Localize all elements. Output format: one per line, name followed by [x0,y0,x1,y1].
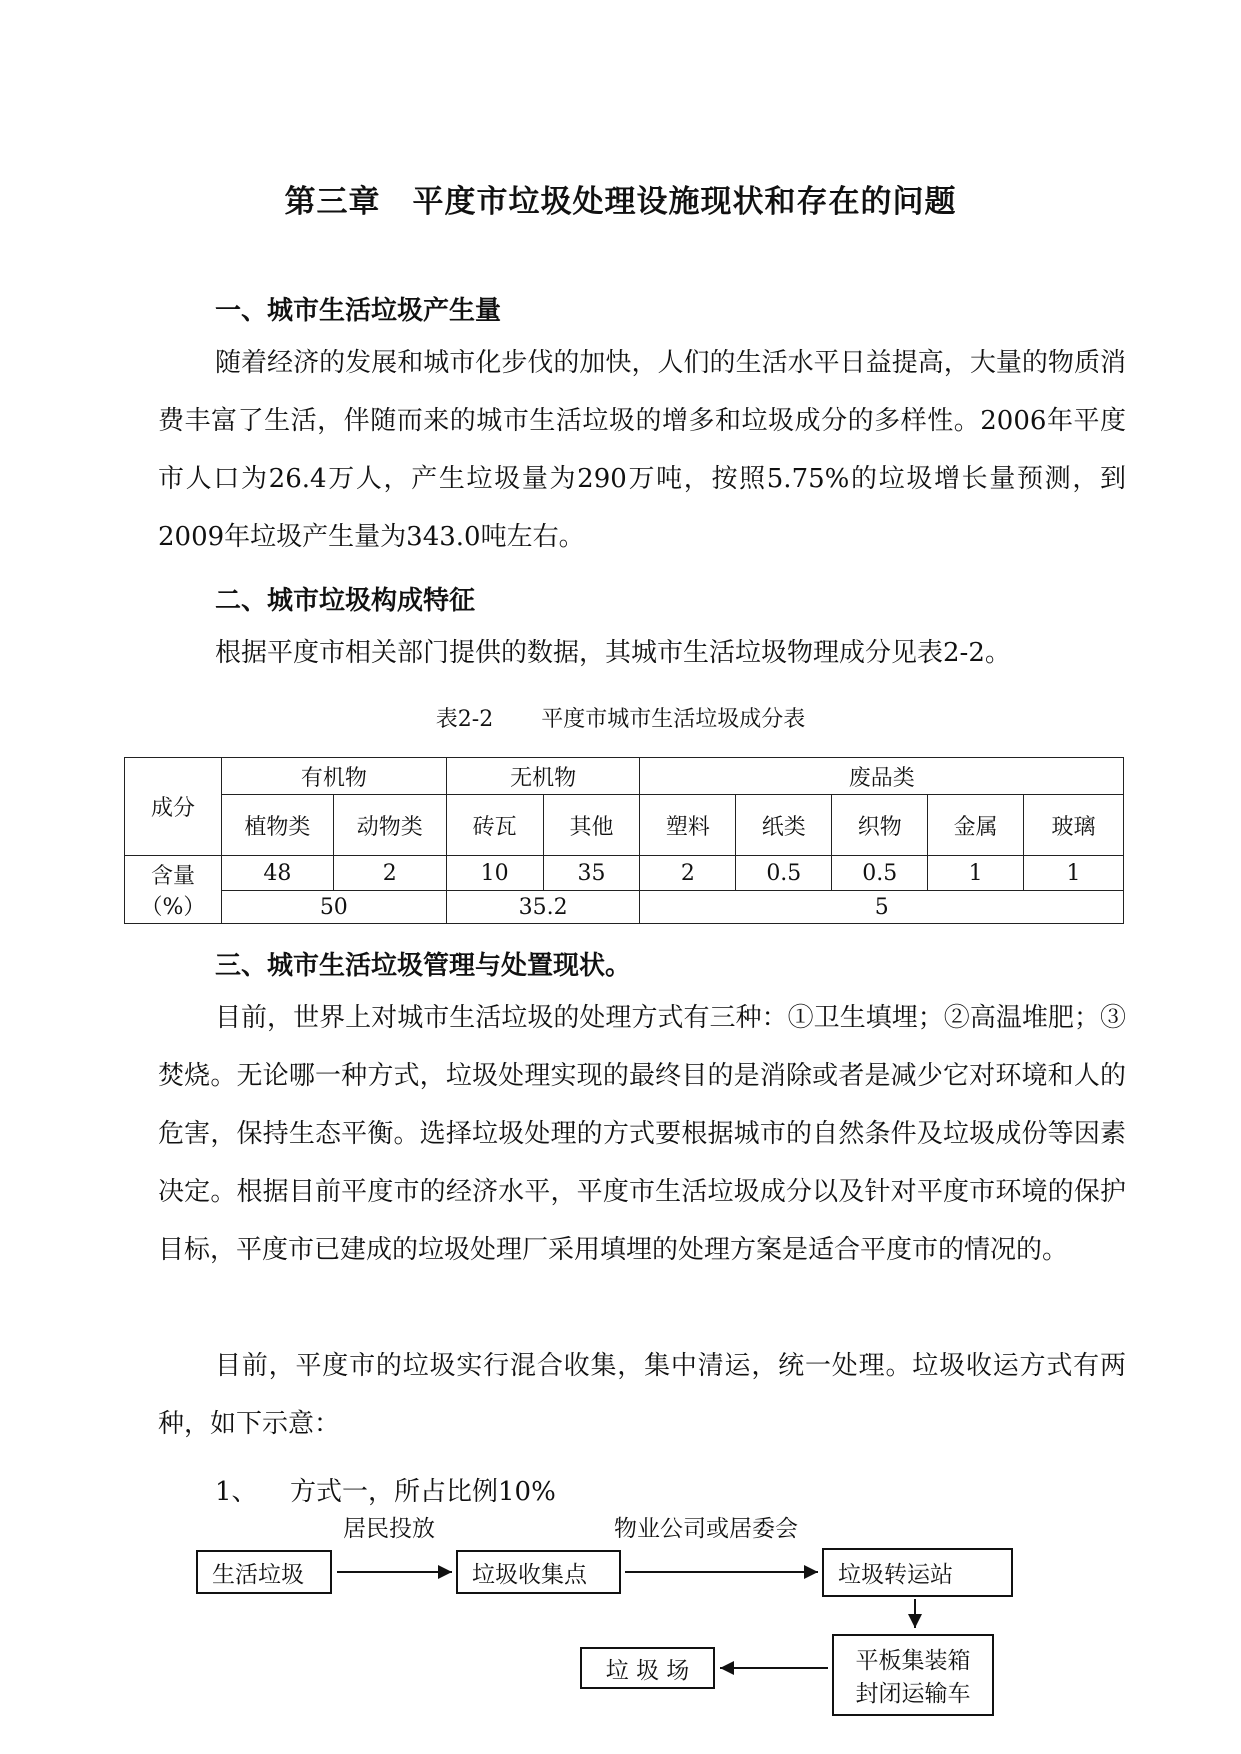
container-truck-line-2: 封闭运输车 [855,1681,971,1707]
section-heading-2: 二、城市垃圾构成特征 [215,586,476,616]
table-cell-value: 35 [543,856,640,891]
table-caption-number: 表2-2 [435,707,494,732]
flow-label-residents: 居民投放 [343,1516,435,1542]
chapter-title: 第三章 平度市垃圾处理设施现状和存在的问题 [284,184,957,220]
section-heading-1: 一、城市生活垃圾产生量 [215,296,502,326]
section-1-paragraph: 随着经济的发展和城市化步伐的加快，人们的生活水平日益提高，大量的物质消费丰富了生活，伴随而来的城市生活垃圾的增多和垃圾成分的多样性。2006年平度市人口为26.4万人，产生垃圾量为290万吨，按照5.75%的垃圾增长量预测，到2009年垃圾产生量为343.0吨左右。 [158,348,1126,552]
table-column-header: 砖瓦 [446,795,543,856]
table-subtotal: 50 [221,891,446,924]
table-subtotal: 35.2 [446,891,640,924]
section-2-paragraph: 根据平度市相关部门提供的数据，其城市生活垃圾物理成分见表2-2。 [215,638,1011,668]
table-column-header: 织物 [832,795,928,856]
table-cell-value: 0.5 [736,856,832,891]
section-3-paragraph-1: 目前，世界上对城市生活垃圾的处理方式有三种：①卫生填埋；②高温堆肥；③焚烧。无论哪一种方式，垃圾处理实现的最终目的是消除或者是减少它对环境和人的危害，保持生态平衡。选择垃圾处理的方式要根据城市的自然条件及垃圾成份等因素决定。根据目前平度市的经济水平，平度市生活垃圾成分以及针对平度市环境的保护目标，平度市已建成的垃圾处理厂采用填埋的处理方案是适合平度市的情况的。 [158,1003,1126,1265]
table-column-header: 玻璃 [1024,795,1124,856]
table-group-header: 废品类 [640,758,1124,795]
flow-box-transfer-station: 垃圾转运站 [822,1548,1013,1597]
content-label: 含量 [150,863,195,889]
table-group-header: 有机物 [221,758,446,795]
table-caption-title: 平度市城市生活垃圾成分表 [541,707,806,732]
table-cell-value: 2 [333,856,446,891]
content-unit: （%） [140,894,206,920]
table-column-header: 动物类 [333,795,446,856]
table-header-component: 成分 [125,758,222,856]
section-3-paragraph-2: 目前，平度市的垃圾实行混合收集，集中清运，统一处理。垃圾收运方式有两种，如下示意： [158,1351,1126,1439]
flow-label-property-company: 物业公司或居委会 [614,1516,798,1542]
flow-box-landfill: 垃 圾 场 [580,1647,715,1689]
table-column-header: 其他 [543,795,640,856]
table-column-header: 植物类 [221,795,333,856]
table-cell-value: 10 [446,856,543,891]
table-cell-value: 0.5 [832,856,928,891]
table-column-header: 金属 [928,795,1024,856]
table-cell-value: 1 [1024,856,1124,891]
method-1-label: 方式一，所占比例10% [290,1477,556,1507]
table-column-header: 纸类 [736,795,832,856]
table-cell-value: 1 [928,856,1024,891]
table-cell-value: 48 [221,856,333,891]
table-subtotal: 5 [640,891,1124,924]
method-1-number: 1、 [215,1477,258,1507]
table-cell-value: 2 [640,856,736,891]
section-heading-3: 三、城市生活垃圾管理与处置现状。 [215,951,632,981]
table-column-header: 塑料 [640,795,736,856]
container-truck-line-1: 平板集装箱 [855,1648,971,1674]
flow-box-household-waste: 生活垃圾 [196,1550,332,1594]
table-group-header: 无机物 [446,758,640,795]
flow-box-collection-point: 垃圾收集点 [456,1550,621,1594]
